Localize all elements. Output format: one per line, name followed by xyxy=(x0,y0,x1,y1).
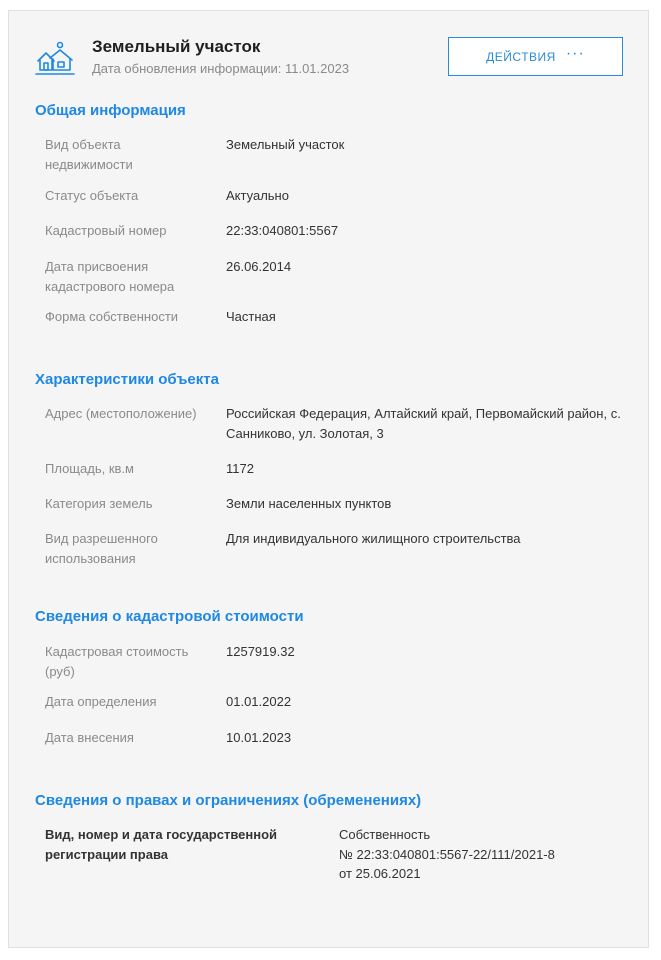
rights-registration-number: № 22:33:040801:5567-22/111/2021-8 xyxy=(339,846,555,862)
section-title-rights: Сведения о правах и ограничениях (обременениях) xyxy=(35,792,422,809)
row-value: Для индивидуального жилищного строительства xyxy=(226,531,521,546)
update-date: Дата обновления информации: 11.01.2023 xyxy=(92,61,350,76)
row-value: 26.06.2014 xyxy=(226,259,292,274)
property-card xyxy=(8,10,649,948)
row-value: Частная xyxy=(226,309,276,324)
row-label: Дата внесения xyxy=(45,730,134,745)
row-value: 1257919.32 xyxy=(226,644,295,659)
row-label: Статус объекта xyxy=(45,188,139,203)
row-label: Адрес (местоположение) xyxy=(45,406,197,421)
row-value: Земли населенных пунктов xyxy=(226,496,392,511)
section-title-general: Общая информация xyxy=(35,102,186,119)
row-label: Кадастровый номер xyxy=(45,223,167,238)
house-icon xyxy=(35,41,75,77)
row-value: Земельный участок xyxy=(226,137,345,152)
section-title-cadastral-value: Сведения о кадастровой стоимости xyxy=(35,608,304,625)
row-label: Площадь, кв.м xyxy=(45,461,134,476)
actions-button[interactable] xyxy=(448,37,623,76)
section-title-characteristics: Характеристики объекта xyxy=(35,371,219,388)
row-label: Вид разрешенного использования xyxy=(45,531,158,566)
row-value: 01.01.2022 xyxy=(226,694,292,709)
row-value: Актуально xyxy=(226,188,289,203)
row-value: 10.01.2023 xyxy=(226,730,292,745)
row-label: Дата определения xyxy=(45,694,157,709)
row-value: Российская Федерация, Алтайский край, Первомайский район, с. Санниково, ул. Золотая, 3 xyxy=(226,406,621,441)
rights-value xyxy=(339,825,619,884)
row-label: Категория земель xyxy=(45,496,153,511)
rights-registration-date: от 25.06.2021 xyxy=(339,866,421,881)
actions-button-label: ДЕЙСТВИЯ xyxy=(486,49,556,64)
more-dots-icon: ··· xyxy=(565,44,585,62)
row-label: Вид объекта недвижимости xyxy=(45,137,133,172)
rights-label: Вид, номер и дата государственной регистрации права xyxy=(45,827,278,862)
page-title: Земельный участок xyxy=(92,37,261,56)
row-value: 1172 xyxy=(226,461,254,476)
rights-type: Собственность xyxy=(339,827,431,842)
row-value: 22:33:040801:5567 xyxy=(226,223,339,238)
row-label: Дата присвоения кадастрового номера xyxy=(45,259,175,294)
row-label: Кадастровая стоимость (руб) xyxy=(45,644,189,679)
row-label: Форма собственности xyxy=(45,309,179,324)
